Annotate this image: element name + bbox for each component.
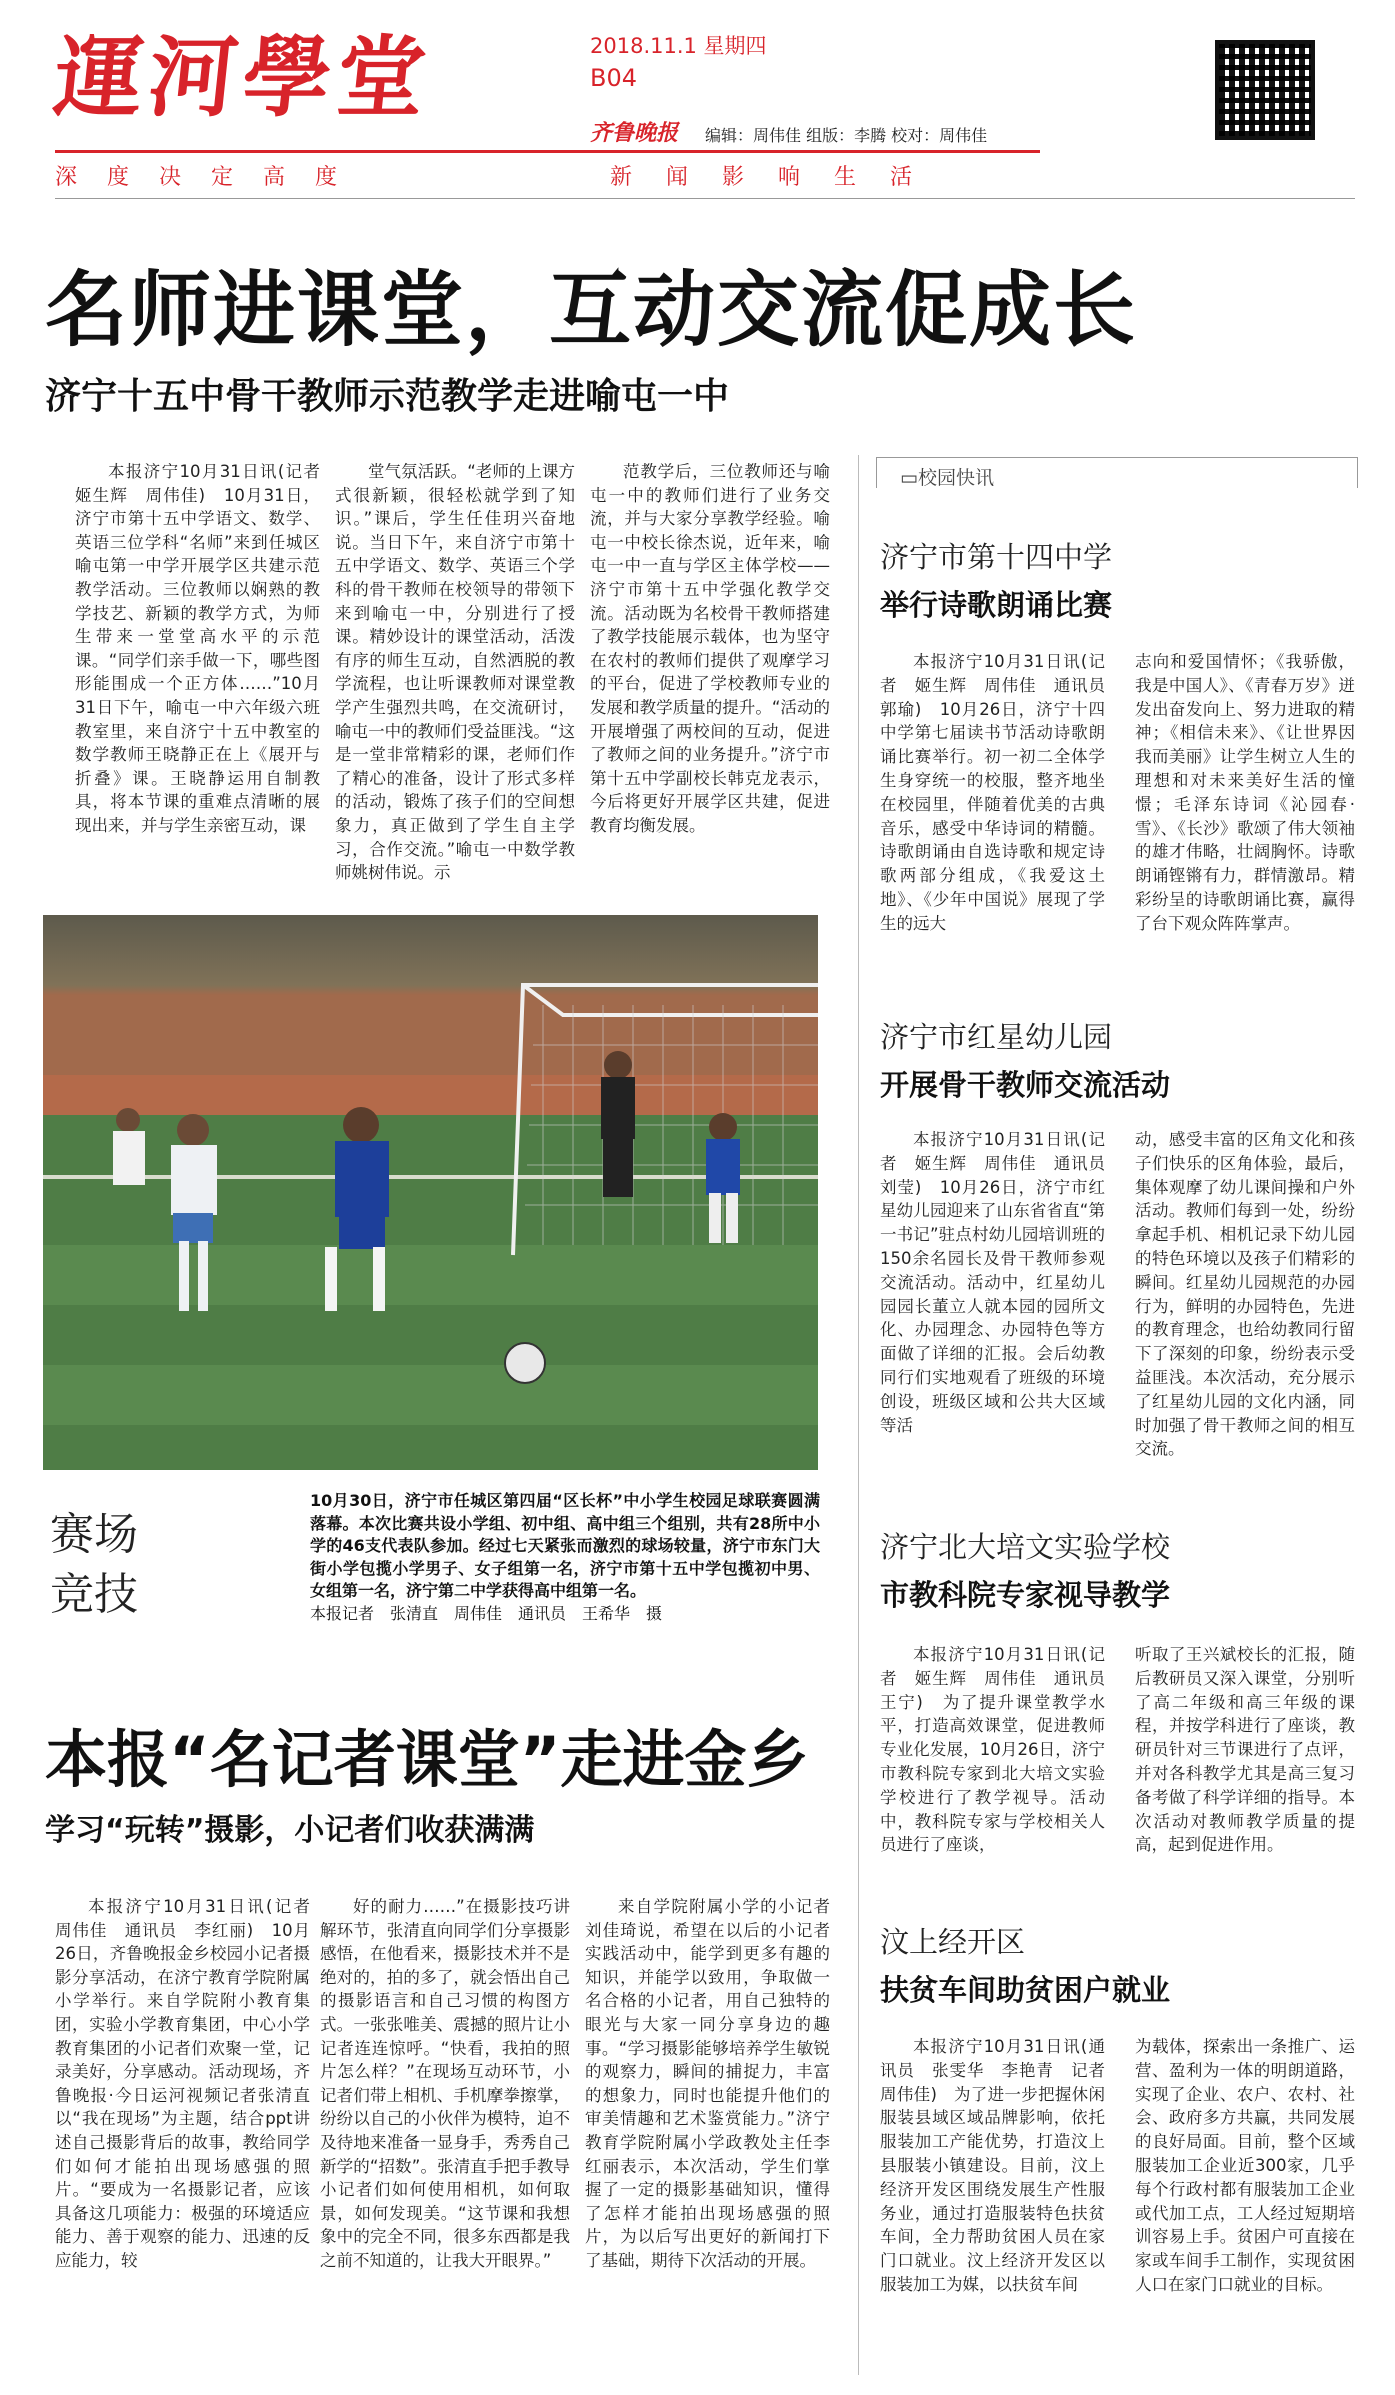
sidebar-item-subtitle: 开展骨干教师交流活动 [880,1068,1171,1102]
slogan-right: 新闻影响生活 [610,165,947,190]
masthead-rule [55,150,1040,153]
sidebar-item-title: 汶上经开区 [880,1925,1026,1959]
sidebar-item-col2: 为载体，探索出一条推广、运营、盈利为一体的明朗道路，实现了企业、农户、农村、社会、政府多方共赢，共同发展的良好局面。目前，整个区域服装加工企业近300家，几乎每个行政村都有服装加工企业或代加工点，工人经过短期培训容易上手。贫困户可直接在家或车间手工制作，实现贫困人口在家门口就业的目标。 [1135,2037,1355,2294]
sidebar-item-title: 济宁北大培文实验学校 [880,1530,1171,1564]
sidebar-item-subtitle: 举行诗歌朗诵比赛 [880,588,1113,622]
sidebar-item-col2: 听取了王兴斌校长的汇报，随后教研员又深入课堂，分别听了高二年级和高三年级的课程，并按学科进行了座谈，教研员针对三节课进行了点评，并对各科教学尤其是高三复习备考做了科学详细的指导。本次活动对教师教学质量的提高，起到促进作用。 [1135,1645,1355,1855]
article1-col2: 堂气氛活跃。“老师的上课方式很新颖，很轻松就学到了知识。”课后，学生任佳玥兴奋地说。当日下午，来自济宁市第十五中学语文、数学、英语三个学科的骨干教师在校领导的带领下来到喻屯一中，分别进行了授课。精妙设计的课堂活动，活泼有序的师生互动，自然洒脱的教学流程，也让听课教师对课堂教学产生强烈共鸣，在交流研讨，喻屯一中的教师们受益匪浅。“这是一堂非常精彩的课，老师们作了精心的准备，设计了形式多样的活动，锻炼了孩子们的空间想象力，真正做到了学生自主学习，合作交流。”喻屯一中数学教师姚树伟说。示 [335,462,575,883]
photo-caption-title: 赛场竞技 [50,1509,138,1620]
issue-date: 2018.11.1 星期四 [590,34,767,58]
photo-credit: 本报记者 张清直 周伟佳 通讯员 王希华 摄 [310,1603,663,1623]
sidebar-divider [858,455,859,2375]
article1-col3: 范教学后，三位教师还与喻屯一中的教师们进行了业务交流，并与大家分享教学经验。喻屯一中校长徐杰说，近年来，喻屯一中一直与学区主体学校——济宁市第十五中学强化教学交流。活动既为名校骨干教师搭建了教学技能展示载体，也为坚守在农村的教师们提供了观摩学习的平台，促进了学校教师专业的发展和教学质量的提升。“活动的开展增强了两校间的互动，促进了教师之间的业务提升。”济宁市第十五中学副校长韩克龙表示，今后将更好开展学区共建，促进教育均衡发展。 [590,462,830,835]
sidebar-item-col2: 志向和爱国情怀；《我骄傲，我是中国人》、《青春万岁》迸发出奋发向上、努力进取的精神；《相信未来》、《让世界因我而美丽》让学生树立人生的理想和对未来美好生活的憧憬；毛泽东诗词《沁园春·雪》、《长沙》歌颂了伟大领袖的雄才伟略，壮阔胸怀。诗歌朗诵铿锵有力，群情激昂。精彩纷呈的诗歌朗诵比赛，赢得了台下观众阵阵掌声。 [1135,652,1355,933]
photo-caption [310,1490,820,1625]
headline-main: 名师进课堂，互动交流促成长 [45,263,1138,358]
sidebar-label: ▭校园快讯 [900,467,994,489]
sidebar-item-title: 济宁市红星幼儿园 [880,1020,1113,1054]
editor-credits: 编辑：周伟佳 组版：李腾 校对：周伟佳 [705,126,988,145]
article1-col1: 本报济宁10月31日讯(记者 姬生辉 周伟佳) 10月31日，济宁市第十五中学语文、数学、英语三位学科“名师”来到任城区喻屯第一中学开展学区共建示范教学活动。三位教师以娴熟的教学技艺、新颖的教学方式，为师生带来一堂堂高水平的示范课。“同学们亲手做一下，哪些图形能围成一个正方体……”10月31日下午，喻屯一中六年级六班教室里，来自济宁十五中教室的数学教师王晓静正在上《展开与折叠》课。王晓静运用自制教具，将本节课的重难点清晰的展现出来，并与学生亲密互动，课 [75,462,337,835]
header-divider [55,198,1355,199]
article2-col2: 好的耐力……”在摄影技巧讲解环节，张清直向同学们分享摄影感悟，在他看来，摄影技术并不是绝对的，拍的多了，就会悟出自己的摄影语言和自己习惯的构图方式。一张张唯美、震撼的照片让小记者连连惊呼。“快看，我拍的照片怎么样？”在现场互动环节，小记者们带上相机、手机摩拳擦掌，纷纷以自己的小伙伴为模特，迫不及待地来准备一显身手，秀秀自己新学的“招数”。张清直手把手教导小记者们如何使用相机，如何取景，如何发现美。“这节课和我想象中的完全不同，很多东西都是我之前不知道的，让我大开眼界。” [320,1897,570,2270]
football-photo [43,915,818,1470]
sidebar-item-col1: 本报济宁10月31日讯(记者 姬生辉 周伟佳 通讯员 刘莹) 10月26日，济宁市红星幼儿园迎来了山东省省直“第一书记”驻点村幼儿园培训班的150余名园长及骨干教师参观交流活动。活动中，红星幼儿园园长董立人就本园的园所文化、办园理念、办园特色等方面做了详细的汇报。会后幼教同行们实地观看了班级的环境创设，班级区域和公共大区域等活 [880,1130,1122,1435]
sidebar-item-col1: 本报济宁10月31日讯(通讯员 张雯华 李艳青 记者 周伟佳) 为了进一步把握休闲服装县域区域品牌影响，依托服装加工产能优势，打造汶上县服装小镇建设。目前，汶上经济开发区围绕发展生产性服务业，通过打造服装特色扶贫车间，全力帮助贫困人员在家门口就业。汶上经济开发区以服装加工为媒，以扶贫车间 [880,2037,1122,2294]
sidebar-item-col2: 动，感受丰富的区角文化和孩子们快乐的区角体验，最后，集体观摩了幼儿课间操和户外活动。教师们每到一处，纷纷拿起手机、相机记录下幼儿园的特色环境以及孩子们精彩的瞬间。红星幼儿园规范的办园行为，鲜明的办园特色，先进的教育理念，也给幼教同行留下了深刻的印象，纷纷表示受益匪浅。本次活动，充分展示了红星幼儿园的文化内涵，同时加强了骨干教师之间的相互交流。 [1135,1130,1355,1459]
sidebar-item-title: 济宁市第十四中学 [880,540,1113,574]
slogan-left: 深度决定高度 [55,165,368,190]
sidebar-item-col1: 本报济宁10月31日讯(记者 姬生辉 周伟佳 通讯员 郭瑜) 10月26日，济宁十四中学第七届读书节活动诗歌朗诵比赛举行。初一初二全体学生身穿统一的校服，整齐地坐在校园里，伴随着优美的古典音乐，感受中华诗词的精髓。诗歌朗诵由自选诗歌和规定诗歌两部分组成，《我爱这土地》、《少年中国说》展现了学生的远大 [880,652,1122,933]
sidebar-item-subtitle: 扶贫车间助贫困户就业 [880,1973,1171,2007]
article2-col1: 本报济宁10月31日讯(记者 周伟佳 通讯员 李红丽) 10月26日，齐鲁晚报金乡校园小记者摄影分享活动，在济宁教育学院附属小学举行。来自学院附小教育集团，实验小学教育集团，中心小学教育集团的小记者们欢聚一堂，记录美好，分享感动。活动现场，齐鲁晚报·今日运河视频记者张清直以“我在现场”为主题，结合ppt讲述自己摄影背后的故事，教给同学们如何才能拍出现场感强的照片。“要成为一名摄影记者，应该具备这几项能力：极强的环境适应能力、善于观察的能力、迅速的反应能力，较 [55,1897,327,2270]
page-number: B04 [590,64,638,92]
subhead-second: 学习“玩转”摄影，小记者们收获满满 [45,1813,535,1848]
masthead-logo: 運河學堂 [49,25,437,129]
qr-code-icon [1215,40,1315,140]
sidebar-label-icon: ▭ [900,467,918,489]
sidebar-item-col1: 本报济宁10月31日讯(记者 姬生辉 周伟佳 通讯员 王宁) 为了提升课堂教学水平，打造高效课堂，促进教师专业化发展，10月26日，济宁市教科院专家到北大培文实验学校进行了教学视导。活动中，教科院专家与学校相关人员进行了座谈， [880,1645,1122,1855]
newspaper-brand: 齐鲁晚报 [590,120,679,146]
subhead-main: 济宁十五中骨干教师示范教学走进喻屯一中 [45,376,730,417]
masthead [49,22,575,152]
headline-second: 本报“名记者课堂”走进金乡 [45,1723,809,1796]
article2-col3: 来自学院附属小学的小记者刘佳琦说，希望在以后的小记者实践活动中，能学到更多有趣的知识，并能学以致用，争取做一名合格的小记者，用自己独特的眼光与大家一同分享身边的趣事。“学习摄影能够培养学生敏锐的观察力，瞬间的捕捉力，丰富的想象力，同时也能提升他们的审美情趣和艺术鉴赏能力。”济宁教育学院附属小学政教处主任李红丽表示，本次活动，学生们掌握了一定的摄影基础知识，懂得了怎样才能拍出现场感强的照片，为以后写出更好的新闻打下了基础，期待下次活动的开展。 [585,1897,830,2270]
sidebar-item-subtitle: 市教科院专家视导教学 [880,1578,1171,1612]
photo-caption-text: 10月30日，济宁市任城区第四届“区长杯”中小学生校园足球联赛圆满落幕。本次比赛共设小学组、初中组、高中组三个组别，共有28所中小学的46支代表队参加。经过七天紧张而激烈的球场较量，济宁市东门大街小学包揽小学男子、女子组第一名，济宁市第十五中学包揽初中男、女组第一名，济宁第二中学获得高中组第一名。 [310,1491,820,1600]
